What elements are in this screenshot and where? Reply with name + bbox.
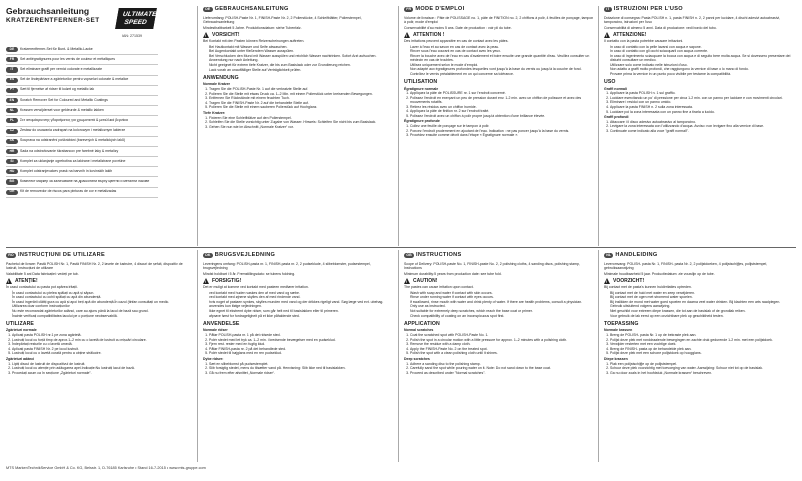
step-item: 1. Sæt en slibeblomst på pudsestemplet. xyxy=(209,362,393,366)
language-code-badge: IT xyxy=(6,67,18,72)
application-heading: UTILIZARE xyxy=(6,320,34,327)
delivery-scope: Volume de livraison : Pâte de POLISSAGE no. 1, pâte de FINITION no. 2, 2 chiffons à polir, 4 feuilles de ponçage, tampon à polir, mode d'emploi xyxy=(404,16,594,25)
step-item: 2. Lustruiți locul cu forță timp de aprox.1–2 min cu o lavetă de lustruit cu mișcări circulare. xyxy=(12,338,194,342)
language-title: Set antiégratignures pour les vernis de couleur et métalliques xyxy=(20,56,115,61)
subheading-deep: Deep scratches xyxy=(404,356,430,361)
warning-item: • ved kontakt med huden vaskes den af med vand og sæbe. xyxy=(209,291,393,295)
warning-item: • In caso di contatto con gli occhi sciacquarli con acqua corrente. xyxy=(610,49,796,53)
shelf-life: Conservabilité d'au moins 5 ans. Date de production : voir pli du tube. xyxy=(404,25,512,30)
step-item: 4. Påfør FINISH-pasta nr. 2 på det behandlede sted. xyxy=(209,347,393,351)
step-item: 5. Polissez l'endroit avec un chiffon à polir propre jusqu'à obtention d'une brillance élevée. xyxy=(410,114,594,118)
section-title: INSTRUCTIONS xyxy=(415,252,462,259)
step-item: 1. Plak een polijstschijfje op de polijststempel. xyxy=(610,362,796,366)
warning-item: • Nicht geeignet für extrem tiefe Kratzer, die bis zum Basislack oder zur Grundierung reichen. xyxy=(209,63,393,67)
language-row xyxy=(6,157,158,167)
steps-deep xyxy=(6,362,194,375)
language-title: Set de lindepărtare a zgârieturilor pentru vopseluri colorate & metalice xyxy=(20,77,129,82)
step-item: 3. Fjern rest. rester med en fugtig klud. xyxy=(209,342,393,346)
language-title: Komplet za uklanjanje ogrebotina za lakirane i metalizirane površine xyxy=(20,158,126,163)
step-item: 1. Attaccare i il disco adesivo autoabrasivo al tamponcino. xyxy=(610,120,796,124)
warning-intro: The pastes can cause irritation upon contact. xyxy=(404,285,474,290)
step-item: 1. Applicare la pasta POLISH n. 1 sul graffio. xyxy=(610,91,796,95)
steps-normal xyxy=(604,91,796,113)
step-item: 3. Verwijder resterten met een vochtige doek. xyxy=(610,342,796,346)
language-code-badge: SI xyxy=(6,159,18,164)
steps-deep xyxy=(404,124,594,137)
warning-icon xyxy=(203,278,209,284)
warning-item: • Provare prima la vernice in un punto poco visibile per testarne la compatibilità. xyxy=(610,72,796,76)
step-item: 3. Procédez ensuite comme décrit dans l'étape « Égratignure normale ». xyxy=(410,133,594,137)
ian-number: IAN: 271539 xyxy=(122,34,142,38)
language-title: Σετ απομάκρυνσης γδαρσίματος για χρωματιστά & μεταλλικά βερνίκια xyxy=(20,117,128,122)
warning-label: CAUTION! xyxy=(413,278,438,285)
warning-item: • Bij contact met de ogen met stromend water spoelen. xyxy=(610,295,796,299)
language-row xyxy=(6,86,158,96)
application-heading: UTILISATION xyxy=(404,79,438,86)
warning-label: ATTENZIONE! xyxy=(613,32,647,39)
warning-item: • In caso di contatto con la pelle lavarsi con acqua e sapone. xyxy=(610,45,796,49)
warning-item: • If swallowed, rinse mouth with water and drink plenty of water. If there are health problems, consult a physician. xyxy=(410,300,594,304)
warning-intro: În cazul contactului cu pasta pot apărea iritații. xyxy=(6,285,78,290)
step-item: 3. Retirez les résidus avec un chiffon humide. xyxy=(410,105,594,109)
section-header xyxy=(203,5,393,14)
steps-deep xyxy=(604,362,796,375)
warning-list xyxy=(404,45,594,76)
steps-deep xyxy=(203,362,393,375)
language-code-badge: NL xyxy=(6,108,18,113)
section-nl xyxy=(604,251,796,463)
language-row xyxy=(6,188,158,198)
language-title: Krassen verwijderset voor gekleurde & metallic lakken xyxy=(20,107,104,112)
application-heading: ANWENDUNG xyxy=(203,74,239,81)
step-item: 1. Adhere a sanding disc to the polishing stamp. xyxy=(410,362,594,366)
subheading-normal: Normale Kratzer xyxy=(203,82,231,87)
language-code-badge: HR xyxy=(6,149,18,154)
warning-label: ATENȚIE! xyxy=(15,278,38,285)
section-header xyxy=(404,5,594,14)
step-item: 1. Appliquez la pâte de POLISSURE nr. 1 sur l'endroit concerné. xyxy=(410,91,594,95)
language-title: Scratch Remover Set for Coloured and Metallic Coatings xyxy=(20,97,108,102)
warning-item: • Ikke egnet til ekstremt dybe ridser, som går helt ned til basislakken eller til primeren. xyxy=(209,309,393,313)
step-item: 1. Aplicați pasta POLISH nr.1 pe zona agârietă. xyxy=(12,333,194,337)
step-item: 3. Procedați acum ca în secțiune „Zgârieturi normale”. xyxy=(12,371,194,375)
step-item: 5. Polijst deze plek met een schone polijstdoek op hoogglans. xyxy=(610,351,796,355)
warning-item: • Not suitable for extremely deep scratches, which reach the base coat or primer. xyxy=(410,309,594,313)
warning-icon xyxy=(404,278,410,284)
warning-item: • Lack vorab an unauffälliger Stelle auf Verträglichkeit prüfen. xyxy=(209,68,393,72)
language-row xyxy=(6,65,158,75)
step-item: 5. Polieren Sie die Stelle mit einem sauberen Polierstück auf Hochglanz. xyxy=(209,105,393,109)
section-title: GEBRAUCHSANLEITUNG xyxy=(214,6,289,13)
shelf-life: Minimum durability:5 years from production date: see tube fold. xyxy=(404,271,502,276)
warning-item: • Anwendung nur nach Anleitung. xyxy=(209,58,393,62)
warning-item: • Niet geschikt voor extreem diepe krassen, die tot aan de basislak of de grondlak reiken. xyxy=(610,309,796,313)
step-item: 2. Polieren Sie die Stelle mit etwas Druck ca. 1–2 Min. mit einem Polierstück unter kreisenden Bewegungen. xyxy=(209,92,393,96)
subheading-deep: Égratignure profonde xyxy=(404,119,440,124)
section-title: ISTRUZIONI PER L'USO xyxy=(613,6,683,13)
step-item: 5. Polish the spot with a clean polishing cloth until it shines. xyxy=(410,351,594,355)
warning-item: • Rincer la bouche avec de l'eau en cas d'avalement et boire ensuite une grande quantité d'eau. Veuillez consulter un médecin en cas de troubles. xyxy=(410,54,594,63)
warning-item: • Gebruik uitsluitend volgens aanwijzing. xyxy=(610,304,796,308)
step-item: 1. Lipiți discul de lustruit de dispozitivul de lustruit. xyxy=(12,362,194,366)
step-item: 3. Entfernen Sie Rückstände mit einem feuchten Tuch. xyxy=(209,96,393,100)
warning-item: • ved kontakt med øjnene skylles den af med rindende vand. xyxy=(209,295,393,299)
row-divider xyxy=(6,247,796,248)
warning-intro: Il contatto con la pasta potrebbe causare irritazioni. xyxy=(604,39,684,44)
step-item: 3. Îndepărtați resturile cu o lavetă umedă. xyxy=(12,342,194,346)
subheading-deep: Tiefe Kratzer: xyxy=(203,110,226,115)
step-item: 4. Tragen Sie die FINISH-Paste Nr. 2 auf die behandelte Stelle auf. xyxy=(209,101,393,105)
warning-heading xyxy=(404,32,594,38)
warning-icon xyxy=(604,32,610,38)
warning-item: • Înainte verificați compatibilitatea lacului pe o porțiune neobservabilă. xyxy=(12,314,194,318)
subheading-normal: Normale krassen xyxy=(604,328,633,333)
subheading-deep: Diepe krassen xyxy=(604,356,628,361)
language-title: Kit de removedor de riscos para pinturas de cor e metalizadas xyxy=(20,189,117,194)
language-code-badge: DE xyxy=(6,47,18,52)
section-title: MODE D'EMPLOI xyxy=(415,6,465,13)
shelf-life: Mindesthaltbarkeit 5 Jahre. Produktionsdatum: siehe Tubenfalz. xyxy=(203,25,302,30)
language-code-badge: ES xyxy=(6,78,18,83)
column-divider-6 xyxy=(598,250,599,462)
steps-normal xyxy=(203,87,393,109)
warning-item: • Wash with soap and water if contact with skin occurs. xyxy=(410,291,594,295)
warning-item: • Rincer sous l'eau courant en cas de contact avec les yeux. xyxy=(410,49,594,53)
delivery-scope: Pachetul de livrare: Pastă POLISH Nr. 1, Pastă FINISH Nr. 2, 2 lavete de lustruire, 4 discuri de șefuit, dispozitiv de lustruit, Instrucțiuni de utilizare xyxy=(6,262,183,271)
step-item: 1. Fixieren Sie eine Schleifblätze auf den Polierstempel. xyxy=(209,116,393,120)
section-dk xyxy=(203,251,393,463)
warning-item: • Utilisez uniquement selon le mode d'emploi. xyxy=(410,63,594,67)
step-item: 4. Applicare la pasta FINISH n. 2 sulla zona interessata. xyxy=(610,105,796,109)
shelf-life: Minimale houdbaarheid 5 jaar. Productiedatum: zie vouwlijn op de tube. xyxy=(604,271,715,276)
warning-item: • Laver à l'eau et au savon en cas de contact avec la peau. xyxy=(410,45,594,49)
warning-item: • Bei Verschlucken den Mund mit Wasser ausspülen und reichlich Wasser nachtrinken. Sofort Arzt aufsuchen. xyxy=(209,54,393,58)
step-item: 2. Slib forsigtig stedet, mens du tilsætter vand på. Henvisning: Slib ikke ned til basislakken. xyxy=(209,366,393,370)
step-item: 5. Lustruiți locul cu o lavetă curată pentru a obține strălucire. xyxy=(12,351,194,355)
warning-item: • anvendes kun ifølge vejledningen. xyxy=(209,304,393,308)
section-header xyxy=(6,251,194,260)
warning-label: VOORZICHT! xyxy=(613,278,645,285)
application-heading: USO xyxy=(604,79,616,86)
footer-address: MTS MarkenTechnikService GmbH & Co. KG, Belsstr. 1, D-76185 Karlsruhe • Stand 16-7-2015 • www.mts-gruppe.com xyxy=(6,466,206,470)
step-item: 4. Breng de FINISH- pasta op de behandelde plek aan. xyxy=(610,347,796,351)
section-de xyxy=(203,5,393,245)
warning-item: • Bij inslikken de mond met water goed spoelen en daarna veel water drinken. Bij klachten een arts raadplegen. xyxy=(610,300,796,304)
steps-normal xyxy=(604,333,796,355)
language-badge: NL xyxy=(604,253,613,259)
warning-list xyxy=(404,291,594,318)
language-title: Sada na odstraňovanie škrabancov pre farebné laky & metalízy xyxy=(20,148,119,153)
warning-item: • In caso di ingerimento sciacquare la bocca con acqua e di seguito bere molta acqua. Se si dovessero presentare dei disturbi consultare un medico. xyxy=(610,54,796,63)
delivery-scope: Leveromvang: POLISH- pasta Nr. 1, FINISH- pasta Nr. 2, 2 polijstdoeken, 4 polijstschijfjes, polijststempel, gebruiksaanwijzing xyxy=(604,262,768,271)
language-badge: FR xyxy=(404,7,413,13)
warning-label: ATTENTION ! xyxy=(413,32,445,39)
language-badge: IT xyxy=(604,7,612,13)
warning-item: • Bei Hautkontakt mit Wasser und Seife abwaschen. xyxy=(209,45,393,49)
section-ro xyxy=(6,251,194,463)
language-row xyxy=(6,76,158,86)
warning-intro: Bij contact met de pasta's kunnen huidirritaties optreden. xyxy=(604,285,692,290)
language-code-badge: CZ xyxy=(6,129,18,134)
language-code-badge: EN xyxy=(6,98,18,103)
subheading-normal: Zgârieturi normale xyxy=(6,328,37,333)
warning-list xyxy=(203,45,393,72)
step-item: 1. Tragen Sie die POLISH-Paste Nr. 1 auf die verkratzte Stelle auf. xyxy=(209,87,393,91)
language-code-badge: SK xyxy=(6,139,18,144)
section-header xyxy=(604,5,796,14)
language-code-badge: HU xyxy=(6,169,18,174)
language-title: Sæt til fjernelse af ridser til kulørt og metallic lak xyxy=(20,87,95,92)
warning-icon xyxy=(404,32,410,38)
language-badge: RO xyxy=(6,253,16,259)
steps-deep xyxy=(404,362,594,375)
section-title: BRUGSVEJLEDNING xyxy=(214,252,276,259)
step-item: 2. Carefully sand the spot while pouring water on it. Note: Do not sand down to the base coat. xyxy=(410,366,594,370)
delivery-scope: Lieferumfang: POLISH-Paste Nr. 1, FINISH-Paste Nr. 2, 2 Polierstücke, 4 Schleifblätter, Polierstempel, Gebrauchsanleitung xyxy=(203,16,362,25)
warning-heading xyxy=(604,278,796,284)
subheading-normal: Égratignure normale xyxy=(404,86,439,91)
language-badge: DE xyxy=(203,7,213,13)
language-title: Souprava na odstranění poškrábání (barevných & metalických laků) xyxy=(20,138,126,143)
subheading-deep: Dybe ridser: xyxy=(203,356,224,361)
step-item: 1. Coat the scratched spot with POLISH-Paste No. 1. xyxy=(410,333,594,337)
warning-intro: Bei Kontakt mit den Pasten können Reizerscheinungen auftreten. xyxy=(203,39,305,44)
application-heading: TOEPASSING xyxy=(604,320,639,327)
step-item: 2. Lustruiți locul cu atenție prin adăugarea apei.Indicație:Nu lustruiți lacul de bază. xyxy=(12,366,194,370)
warning-icon xyxy=(604,278,610,284)
warning-heading xyxy=(203,32,393,38)
delivery-scope: Scope of Delivery: POLISH-paste No. 1, FINISH-paste No. 2, 2 polishing cloths, 4 sanding discs, polishing stamp, Instructions xyxy=(404,262,580,271)
step-item: 3. Proceed as described under "Normal scratches". xyxy=(410,371,594,375)
warning-item: • În cazul ingerării clătiți gura cu apă și apoi beți apă din abundență.În cazul (tinfan consultați un medic. xyxy=(12,300,194,304)
shelf-life: Conservabilità di almeno 5 anni. Data di produzione: vedi bordo del tubo. xyxy=(604,25,717,30)
step-item: 2. Schuur deze plek voorzichtig met toevoeging van water. Aanwijzing: Schuur niet tot op de basislak. xyxy=(610,366,796,370)
language-row xyxy=(6,167,158,177)
language-title: Komplet odstranjevalcev prask na barvnih in kovinskih lakih xyxy=(20,168,113,173)
language-row xyxy=(6,147,158,157)
warning-item: • Utilizzare solo come indicato nelle istruzioni d'uso. xyxy=(610,63,796,67)
column-divider-4 xyxy=(197,250,198,462)
warning-item: • Bij contact met de huid met water en zeep verwijderen. xyxy=(610,291,796,295)
language-code-badge: GR xyxy=(6,190,18,195)
step-item: 5. Lucidare poi la zona interessata con un panno fine a tirarla a lucido. xyxy=(610,110,796,114)
language-row xyxy=(6,116,158,126)
delivery-scope: Leveringens omfang: POLISH-pasta nr. 1, FINISH-pasta nr. 2, 2 pudseklude, 4 slibeblomster, pudsestempel, brugsvejledning xyxy=(203,262,371,271)
section-en xyxy=(404,251,594,463)
step-item: 2. Polijst deze plek met ronddraaiende bewegingen en zachte druk gedurende 1-2 min. met een polijstdoek. xyxy=(610,338,796,342)
subheading-deep: Graffi profondi xyxy=(604,114,629,119)
step-item: 3. Gehen Sie nun wie im Abschnitt „Normale Kratzer“ vor. xyxy=(209,125,393,129)
language-code-badge: BG xyxy=(6,179,18,184)
language-row xyxy=(6,55,158,65)
warning-list xyxy=(604,45,796,76)
step-item: 2. Poncez l'endroit prudemment en ajoutant de l'eau. Indication : ne pas poncer jusqu'à la base du vernis. xyxy=(410,129,594,133)
warning-item: • Voor gebruik de lak eerst op een onzichtbare plek op geschiktheid testen. xyxy=(610,314,796,318)
section-title: INSTRUCȚIUNI DE UTILIZARE xyxy=(17,252,106,259)
warning-heading xyxy=(203,278,393,284)
column-divider-2 xyxy=(398,6,399,246)
step-item: 5. Polér stedet til højglans med en ren pudseklud. xyxy=(209,351,393,355)
warning-icon xyxy=(6,278,12,284)
warning-icon xyxy=(203,32,209,38)
language-title: Kratzerentferner-Set für Bunt- & Metallic-Lacke xyxy=(20,46,93,51)
step-item: 2. Lucidare esercitando un po' di pressione per circa 1-2 min. con un panno per lucidare e con movimenti circolari. xyxy=(610,96,796,100)
language-badge: DK xyxy=(203,253,213,259)
step-item: 3. Eliminare i residui con un panno umido. xyxy=(610,100,796,104)
steps-normal xyxy=(404,91,594,118)
step-item: 3. Remove the residue with a damp cloth. xyxy=(410,342,594,346)
warning-list xyxy=(604,291,796,318)
step-item: 3. Ga nu door zoals in het hoofdstuk „Normale krassen“ beschreven. xyxy=(610,371,796,375)
shelf-life: Mindst holdbart i 5 år. Fremstillingsdato: se tubens foldning. xyxy=(203,271,296,276)
brand-subtitle: KRATZERENTFERNER-SET xyxy=(6,17,100,24)
warning-item: • Nu este recomandat zgârieturilor adânci, care au ajuns până la lacul de bază sau grund. xyxy=(12,309,194,313)
warning-intro: Det er muligt at komme ved kontakt med pasteen medfører irritation. xyxy=(203,285,309,290)
step-item: 2. Polish the spot in a circular motion with a little pressure for approx. 1–2 minutes with a polishing cloth. xyxy=(410,338,594,342)
warning-item: • Check compatibility of coating on an inconspicuous spot first. xyxy=(410,314,594,318)
step-item: 4. Aplicați pasta FINISH Nr. 2 pe locul lustruit. xyxy=(12,347,194,351)
warning-heading xyxy=(404,278,594,284)
step-item: 1. Påfør POLISH-pasta nr. 1 på det ridsede sted. xyxy=(209,333,393,337)
language-list xyxy=(6,45,158,198)
warning-label: FORSIGTIG! xyxy=(212,278,242,285)
subheading-deep: Zgârieturi adânci xyxy=(6,356,35,361)
language-code-badge: PT xyxy=(6,88,18,93)
warning-item: • Only use as instructed. xyxy=(410,304,594,308)
shelf-life: Valabilitate 5 ani Data fabricației: vedeți pe tub. xyxy=(6,271,79,276)
step-item: 2. Levigare la zona interessata con l'utilizzando d'acqua. Avviso: non levigare fino alla vernice di base. xyxy=(610,124,796,128)
column-divider-3 xyxy=(598,6,599,246)
language-row xyxy=(6,127,158,137)
warning-item: • Bei Augenkontakt unter fließendem Wasser ausspülen. xyxy=(209,49,393,53)
step-item: 4. Apply the FINISH-Paste No. 2 on the treated spot. xyxy=(410,347,594,351)
language-title: Set eliminare graffi per vernici colorate e metallizzate xyxy=(20,67,103,72)
subheading-normal: Normal scratches xyxy=(404,328,434,333)
step-item: 3. Continuate come indicato alla voce "graffi normali". xyxy=(610,129,796,133)
section-fr xyxy=(404,5,594,245)
delivery-scope: Dotazione di consegna: Pasta POLISH n. 1, pasta FINISH n. 2, 2 panni per lucidare, 4 dischi adesivi autoabrasivi, tamponcino, istruzioni per l'uso xyxy=(604,16,781,25)
column-divider-1 xyxy=(197,6,198,246)
steps-normal xyxy=(6,333,194,355)
section-title: HANDLEIDING xyxy=(615,252,658,259)
warning-item: • Utilizarea doar conform instrucțiunilor xyxy=(12,304,194,308)
application-heading: APPLICATION xyxy=(404,320,440,327)
warning-heading xyxy=(6,278,194,284)
section-header xyxy=(604,251,796,260)
warning-item: • hvis noget af pastaen synkes, skylles munden med vand og der drikkes rigeligt vand. Søg læge ved evt. ubehag. xyxy=(209,300,393,304)
language-row xyxy=(6,177,158,187)
column-divider-5 xyxy=(398,250,399,462)
steps-normal xyxy=(404,333,594,355)
language-row xyxy=(6,96,158,106)
section-it xyxy=(604,5,796,245)
brand-logo xyxy=(115,8,157,29)
steps-normal xyxy=(203,333,393,355)
subheading-normal: Graffi normali xyxy=(604,86,627,91)
step-item: 4. Appliquez la pâte de finition nr. 2 sur l'endroit traité. xyxy=(410,109,594,113)
warning-list xyxy=(6,291,194,318)
subheading-normal: Normale ridser xyxy=(203,328,228,333)
step-item: 1. Breng de POLISH- pasta Nr. 1 op de bekraste plek aan. xyxy=(610,333,796,337)
language-code-badge: PL xyxy=(6,118,18,123)
application-heading: ANVENDELSE xyxy=(203,320,240,327)
warning-item: • afprøve først for fordrageligheit på et ikke påfaldende sted. xyxy=(209,314,393,318)
steps-deep xyxy=(604,120,796,133)
language-title: Комплект маркер за заличаване на драскотини върху цветни и метални лакове xyxy=(20,179,150,184)
section-header xyxy=(404,251,594,260)
section-header xyxy=(203,251,393,260)
language-title: Zestaw do usuwania zadrapań na kolorowym i metalicznym lakierze xyxy=(20,128,126,133)
warning-item: • Contrôlez le vernis préalablement en un qui concerne sa tolérance. xyxy=(410,72,594,76)
warning-label: VORSICHT! xyxy=(212,32,240,39)
language-code-badge: FR xyxy=(6,57,18,62)
language-row xyxy=(6,106,158,116)
language-badge: GB xyxy=(404,253,414,259)
warning-item: • În cazul contactului cu ochii spălați cu apă din abundență. xyxy=(12,295,194,299)
warning-item: • Rinse under running water if contact with eyes occurs. xyxy=(410,295,594,299)
warning-item: • Non adapté aux égratignures profondes lesquelles vont jusqu'à la base du vernis ou jusqu'à la couche de fond. xyxy=(410,67,594,71)
brand-title: Gebrauchsanleitung xyxy=(6,6,90,16)
step-item: 3. Gå nu frem efter afsnittet „Normale ridser“. xyxy=(209,371,393,375)
warning-heading xyxy=(604,32,796,38)
step-item: 2. Polér stedet med let tryk ca. 1–2 min. i kredsende bevægelser med en pudseklud. xyxy=(209,338,393,342)
step-item: 2. Polissez l'endroit en exerçant un peu de pression durant env. 1-2 min. avec un chiffon de polissure et avec des mouvements rotatifs. xyxy=(410,96,594,105)
logo-line1: ULTIMATE xyxy=(122,11,158,18)
step-item: 2. Schleifen Sie die Stelle vorsichtig unter Zugabe von Wasser. Hinweis: Schleifen Sie nicht bis zum Basislack. xyxy=(209,120,393,124)
warning-intro: Des irritations peuvent apparaître en cas de contact avec les pâtes. xyxy=(404,39,509,44)
language-row xyxy=(6,137,158,147)
logo-line2: SPEED xyxy=(123,19,148,26)
warning-item: • În cazul contactului cu pielea spălați cu apă și săpun. xyxy=(12,291,194,295)
warning-item: • Non adatto a graffi molto profondi, che raggiungono la vernice di base o lo mano di fondo. xyxy=(610,67,796,71)
step-item: 1. Collez une feuille de ponçage sur le tampon à polir. xyxy=(410,124,594,128)
language-row xyxy=(6,45,158,55)
steps-deep xyxy=(203,116,393,129)
warning-list xyxy=(203,291,393,318)
